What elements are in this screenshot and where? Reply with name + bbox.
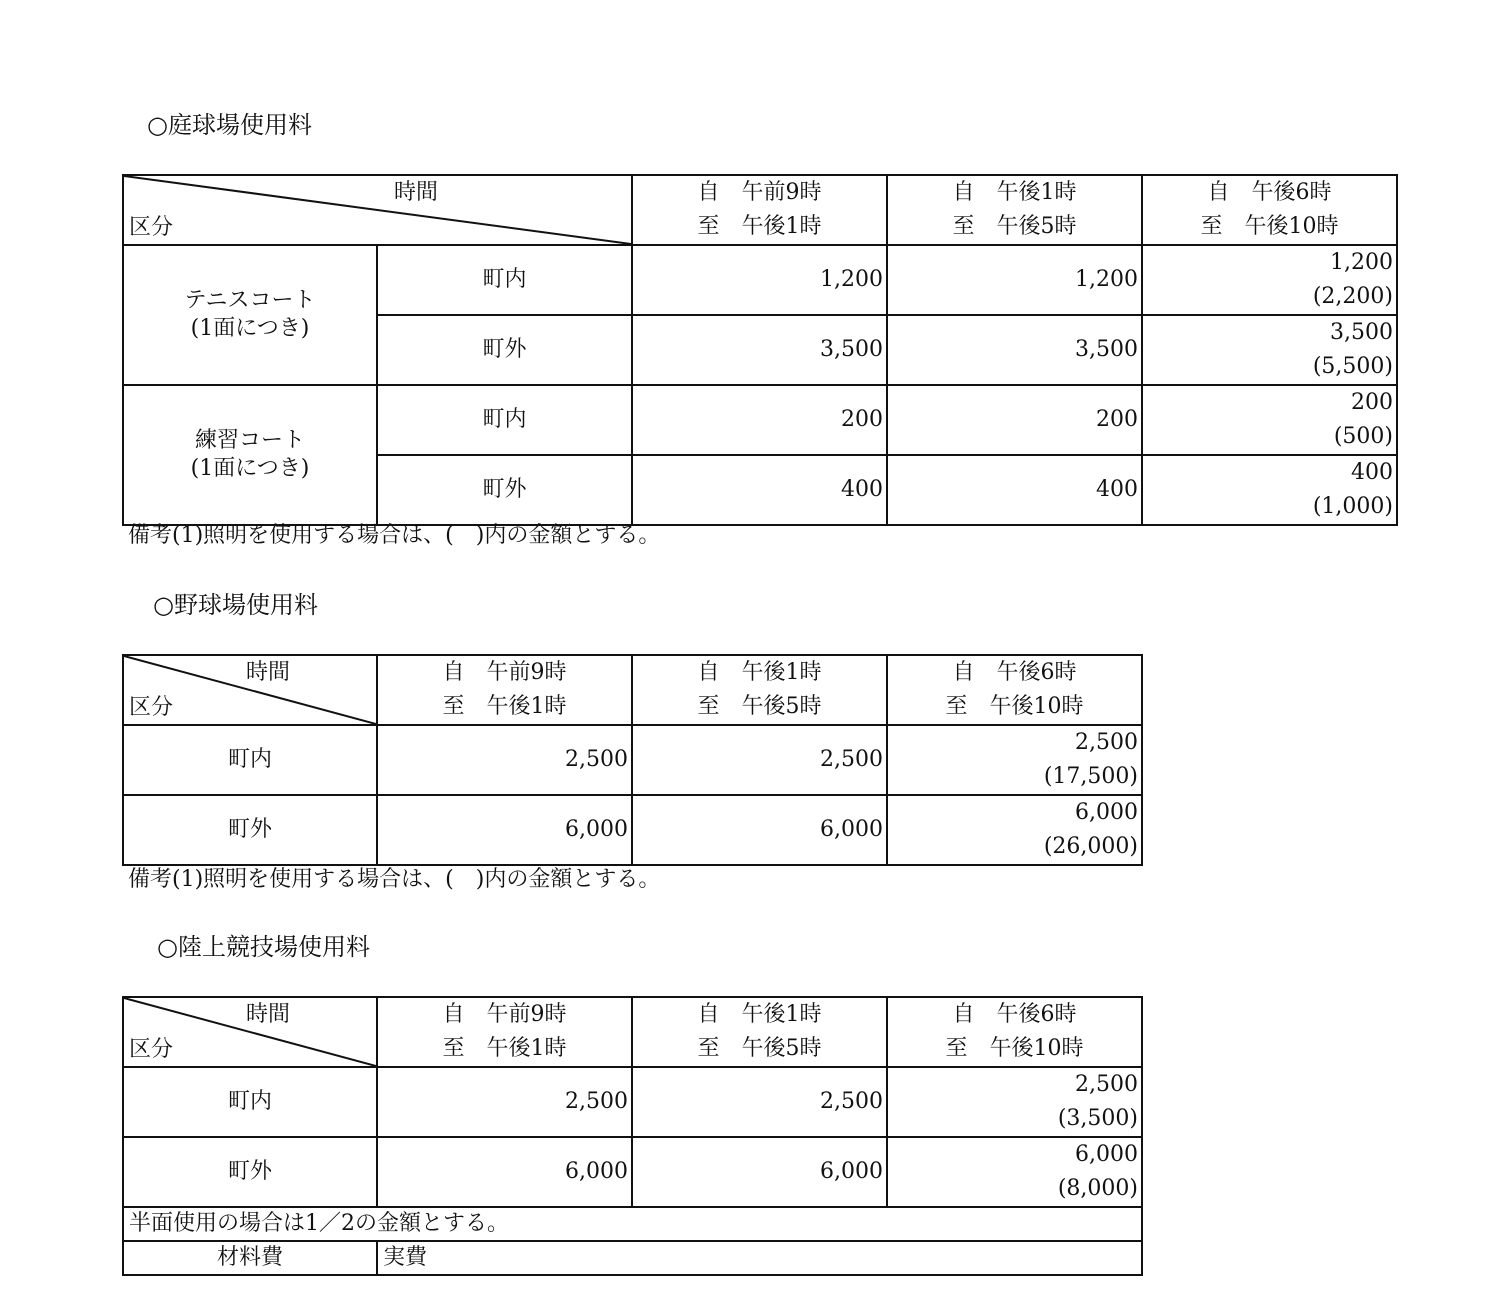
area-cell: 町外: [377, 455, 632, 525]
area-cell: 町内: [123, 1067, 377, 1137]
fee-cell: 400: [632, 455, 887, 525]
period-header-afternoon: 自 午後1時 至 午後5時: [632, 997, 887, 1067]
fee-cell-with-lighting: 2,500 (17,500): [887, 725, 1142, 795]
corner-header-cell: [123, 655, 377, 725]
fee-cell: 2,500: [632, 1067, 887, 1137]
fee-cell: 3,500: [632, 315, 887, 385]
period-header-afternoon: 自 午後1時 至 午後5時: [887, 175, 1142, 245]
table-row: [123, 1137, 1142, 1207]
fee-cell-with-lighting: 200 (500): [1142, 385, 1397, 455]
fee-cell: 6,000: [632, 795, 887, 865]
fee-cell: 400: [887, 455, 1142, 525]
corner-header-cell: [123, 997, 377, 1067]
period-header-afternoon: 自 午後1時 至 午後5時: [632, 655, 887, 725]
fee-cell-with-lighting: 1,200 (2,200): [1142, 245, 1397, 315]
fee-cell: 1,200: [887, 245, 1142, 315]
corner-kubun-label: 区分: [129, 1037, 174, 1062]
fee-cell: 3,500: [887, 315, 1142, 385]
corner-header-cell: [123, 175, 632, 245]
corner-time-label: 時間: [246, 1002, 291, 1027]
half-use-note: 半面使用の場合は1／2の金額とする。: [123, 1207, 1142, 1241]
baseball-fee-table: [122, 654, 1143, 866]
fee-cell-with-lighting: 3,500 (5,500): [1142, 315, 1397, 385]
table-row: [123, 795, 1142, 865]
fee-cell: 1,200: [632, 245, 887, 315]
table-row: [123, 1207, 1142, 1241]
area-cell: 町外: [377, 315, 632, 385]
table-row: [123, 245, 1397, 315]
table-row: [123, 725, 1142, 795]
period-header-evening: 自 午後6時 至 午後10時: [887, 655, 1142, 725]
table-row: [123, 1241, 1142, 1275]
fee-cell-with-lighting: 6,000 (8,000): [887, 1137, 1142, 1207]
athletics-fee-table: [122, 996, 1143, 1276]
table-row: [123, 385, 1397, 455]
corner-time-label: 時間: [246, 660, 291, 685]
fee-cell: 6,000: [377, 1137, 632, 1207]
fee-cell: 2,500: [632, 725, 887, 795]
period-header-evening: 自 午後6時 至 午後10時: [887, 997, 1142, 1067]
fee-cell: 6,000: [632, 1137, 887, 1207]
table-row: [123, 1067, 1142, 1137]
fee-cell: 6,000: [377, 795, 632, 865]
fee-cell: 2,500: [377, 1067, 632, 1137]
area-cell: 町内: [377, 385, 632, 455]
corner-time-label: 時間: [394, 180, 439, 205]
area-cell: 町内: [377, 245, 632, 315]
baseball-section-title: ○野球場使用料: [153, 591, 318, 619]
period-header-morning: 自 午前9時 至 午後1時: [377, 997, 632, 1067]
category-cell: テニスコート (1面につき): [123, 245, 377, 385]
category-cell: 練習コート (1面につき): [123, 385, 377, 525]
tennis-fee-table: [122, 174, 1398, 526]
area-cell: 町外: [123, 795, 377, 865]
tennis-section-title: ○庭球場使用料: [147, 111, 312, 139]
fee-cell-with-lighting: 6,000 (26,000): [887, 795, 1142, 865]
material-value-cell: 実費: [377, 1241, 1142, 1275]
tennis-remark: 備考(1)照明を使用する場合は、( )内の金額とする。: [128, 523, 661, 548]
area-cell: 町外: [123, 1137, 377, 1207]
fee-cell: 200: [887, 385, 1142, 455]
fee-cell: 2,500: [377, 725, 632, 795]
corner-kubun-label: 区分: [129, 695, 174, 720]
fee-cell-with-lighting: 2,500 (3,500): [887, 1067, 1142, 1137]
baseball-remark: 備考(1)照明を使用する場合は、( )内の金額とする。: [128, 867, 661, 892]
athletics-section-title: ○陸上競技場使用料: [157, 933, 370, 961]
fee-cell: 200: [632, 385, 887, 455]
area-cell: 町内: [123, 725, 377, 795]
material-label-cell: 材料費: [123, 1241, 377, 1275]
period-header-evening: 自 午後6時 至 午後10時: [1142, 175, 1397, 245]
period-header-morning: 自 午前9時 至 午後1時: [377, 655, 632, 725]
period-header-morning: 自 午前9時 至 午後1時: [632, 175, 887, 245]
corner-kubun-label: 区分: [129, 215, 174, 240]
fee-cell-with-lighting: 400 (1,000): [1142, 455, 1397, 525]
